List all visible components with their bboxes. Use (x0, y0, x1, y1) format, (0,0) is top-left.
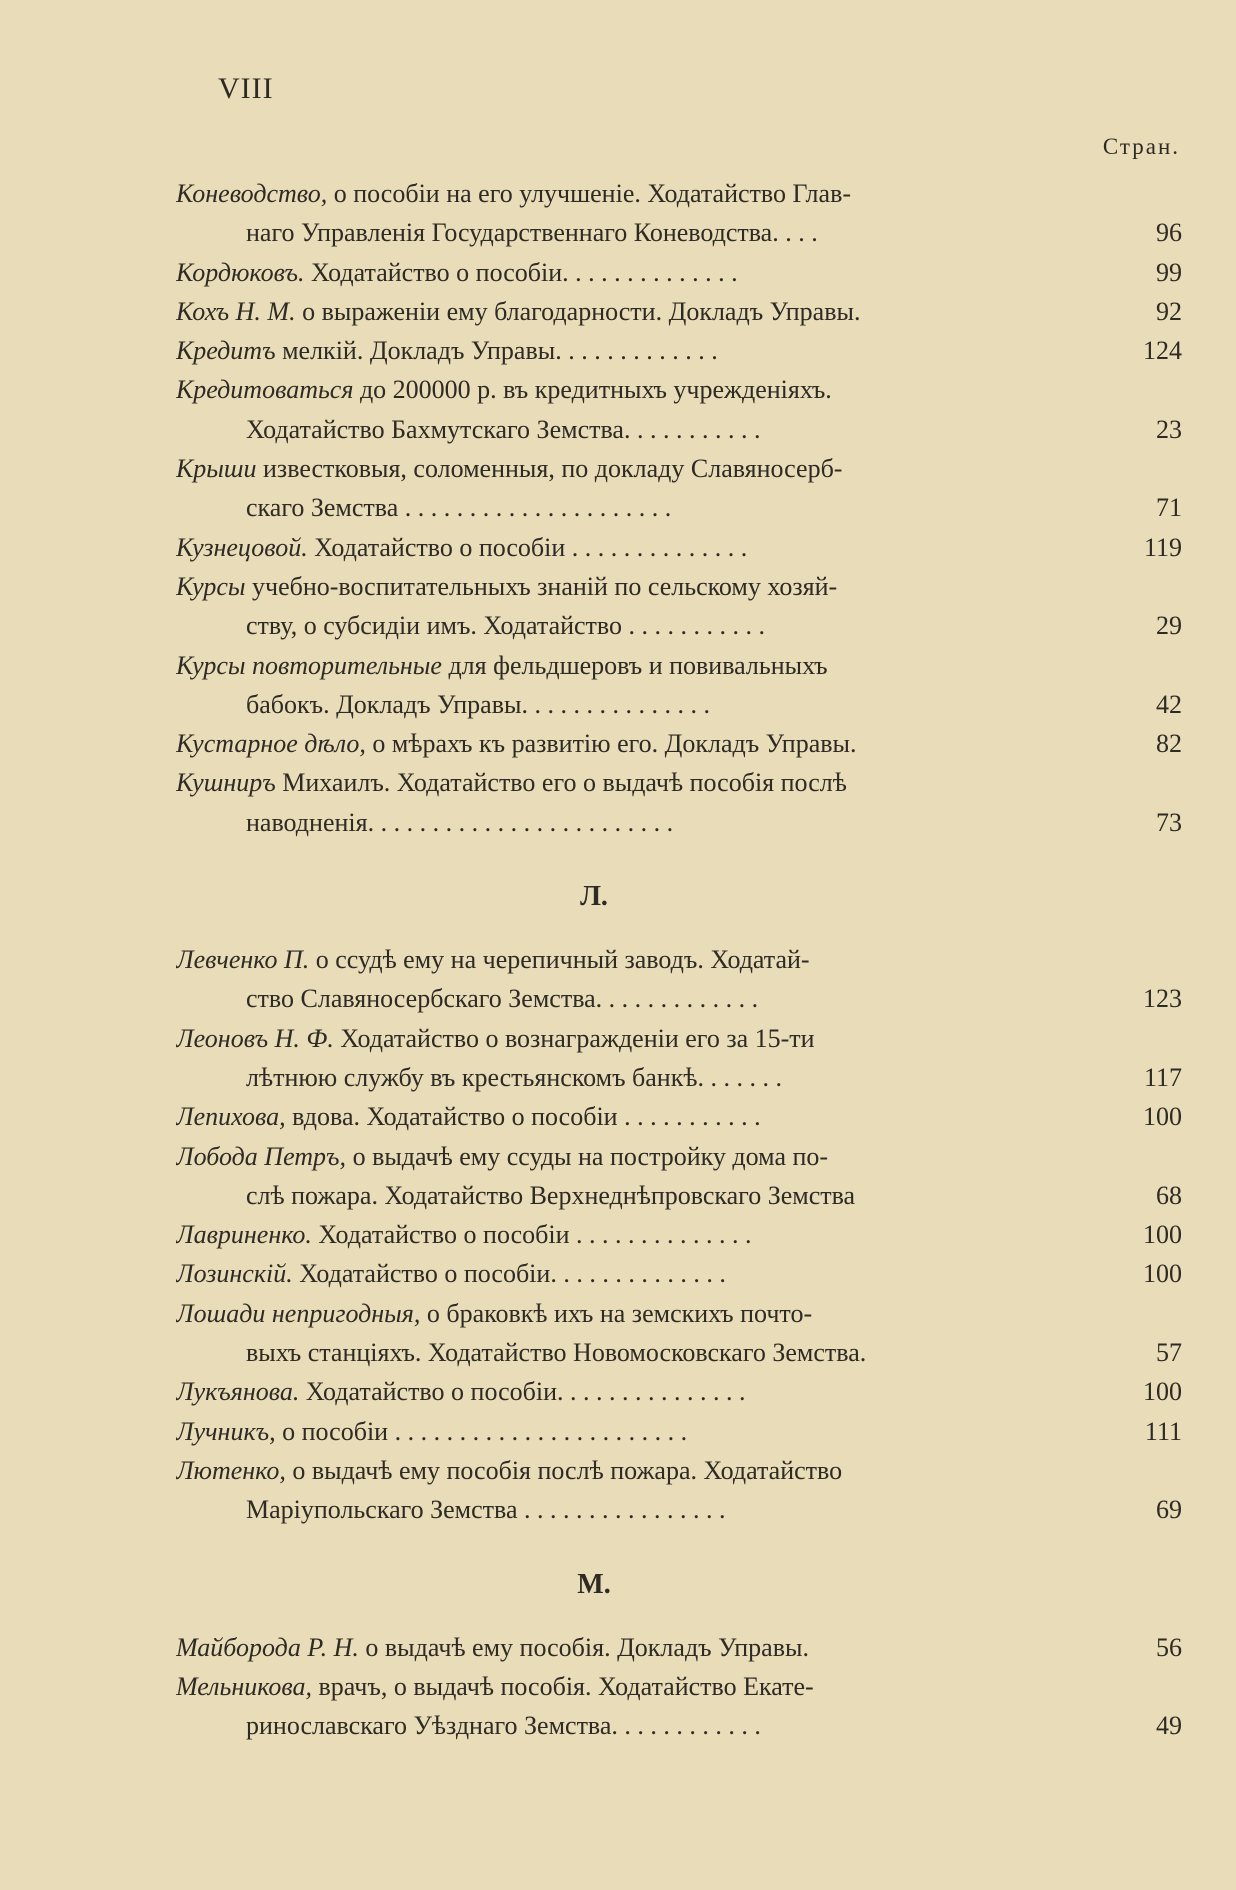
entry-description: Ходатайство о пособіи. . . . . . . . . . . . . . (311, 257, 738, 287)
entry-page-number: 99 (1156, 257, 1182, 287)
index-entry (176, 528, 1182, 567)
entry-first-line (176, 1137, 1182, 1176)
entry-page-number: 69 (1156, 1495, 1182, 1525)
entry-continuation-line (176, 606, 1182, 645)
index-entry (176, 1294, 1182, 1373)
entry-first-line (176, 1372, 1182, 1411)
entry-description: Ходатайство о пособіи . . . . . . . . . . . . . . (318, 1220, 752, 1250)
entry-term: Мельникова, (176, 1671, 313, 1701)
entry-page-number: 111 (1144, 1416, 1182, 1446)
entry-continuation-line (176, 410, 1182, 449)
entry-line-text (176, 1294, 1052, 1333)
index-entry (176, 253, 1182, 292)
entry-line-text (176, 528, 1052, 567)
entry-first-line (176, 1019, 1182, 1058)
entry-page-number: 42 (1156, 689, 1182, 719)
entry-description: бабокъ. Докладъ Управы. . . . . . . . . . . . . . . (246, 689, 710, 719)
index-entry (176, 1628, 1182, 1667)
entry-description: ству, о субсидіи имъ. Ходатайство . . . . . . . . . . . (246, 611, 766, 641)
entry-description: наводненія. . . . . . . . . . . . . . . . . . . . . . . . (246, 807, 674, 837)
index-entry (176, 1412, 1182, 1451)
entry-description: о выдачѣ ему ссуды на постройку дома по- (352, 1141, 829, 1171)
entry-line-text (176, 1137, 1052, 1176)
page-number: VIII (218, 72, 274, 105)
entry-page-number: 73 (1156, 807, 1182, 837)
entry-continuation-line (176, 1333, 1182, 1372)
entry-first-line (176, 1628, 1182, 1667)
entry-description: о пособіи . . . . . . . . . . . . . . . . . . . . . . . (282, 1416, 688, 1446)
entry-page-number: 117 (1143, 1062, 1182, 1092)
entry-line-text (176, 1019, 1052, 1058)
entry-line-text (176, 763, 1052, 802)
index-entry (176, 1451, 1182, 1530)
entry-line-text (176, 1667, 1052, 1706)
entry-first-line (176, 370, 1182, 409)
entry-line-text (176, 174, 1052, 213)
entry-page-number: 68 (1156, 1180, 1182, 1210)
entry-line-text (246, 1058, 1052, 1097)
entry-first-line (176, 253, 1182, 292)
index-entry (176, 1097, 1182, 1136)
entry-line-text (176, 331, 1052, 370)
index-section (176, 174, 1182, 842)
entry-continuation-line (176, 803, 1182, 842)
entry-description: врачъ, о выдачѣ пособія. Ходатайство Екате- (318, 1671, 814, 1701)
index-entry (176, 370, 1182, 449)
entry-description: Маріупольскаго Земства . . . . . . . . . . . . . . . . (246, 1495, 726, 1525)
index-entry (176, 174, 1182, 253)
entry-line-text (176, 567, 1052, 606)
entry-page-number: 124 (1143, 336, 1182, 366)
entry-page-number: 96 (1156, 218, 1182, 248)
entry-description: скаго Земства . . . . . . . . . . . . . . . . . . . . . (246, 493, 672, 523)
index-entry (176, 449, 1182, 528)
entry-line-text (176, 370, 1052, 409)
entry-term: Кузнецовой. (176, 532, 308, 562)
index-entry (176, 1019, 1182, 1098)
entry-page-number: 57 (1156, 1338, 1182, 1368)
entry-first-line (176, 331, 1182, 370)
entry-term: Лошади непригодныя, (176, 1298, 421, 1328)
entry-description: о ссудѣ ему на черепичный заводъ. Ходатай- (315, 945, 810, 975)
entry-line-text (246, 410, 1052, 449)
entry-first-line (176, 567, 1182, 606)
entry-term: Майборода Р. Н. (176, 1632, 359, 1662)
entry-description: ринославскаго Уѣзднаго Земства. . . . . . . . . . . . (246, 1711, 761, 1741)
entry-term: Кустарное дѣло, (176, 729, 366, 759)
index-entry (176, 1372, 1182, 1411)
entry-line-text (176, 724, 1052, 763)
entry-line-text (246, 606, 1052, 645)
index-body (176, 174, 1182, 1745)
entry-continuation-line (176, 213, 1182, 252)
entry-description: ство Славяносербскаго Земства. . . . . . . . . . . . . (246, 984, 759, 1014)
entry-first-line (176, 292, 1182, 331)
entry-line-text (246, 979, 1052, 1018)
entry-first-line (176, 449, 1182, 488)
entry-term: Лавриненко. (176, 1220, 312, 1250)
entry-first-line (176, 1294, 1182, 1333)
entry-term: Лозинскій. (176, 1259, 293, 1289)
entry-continuation-line (176, 1706, 1182, 1745)
index-entry (176, 1215, 1182, 1254)
entry-term: Крыши (176, 454, 257, 484)
entry-description: Ходатайство о пособіи. . . . . . . . . . . . . . (299, 1259, 726, 1289)
index-entry (176, 763, 1182, 842)
entry-line-text (246, 488, 1052, 527)
entry-line-text (246, 1490, 1052, 1529)
index-entry (176, 567, 1182, 646)
entry-description: о браковкѣ ихъ на земскихъ почто- (426, 1298, 813, 1328)
entry-term: Левченко П. (176, 945, 310, 975)
entry-term: Кредитоваться (176, 375, 354, 405)
entry-description: о выдачѣ ему пособія послѣ пожара. Ходатайство (292, 1455, 843, 1485)
index-entry (176, 331, 1182, 370)
entry-line-text (176, 1412, 1052, 1451)
entry-description: вдова. Ходатайство о пособіи . . . . . . . . . . . (292, 1102, 761, 1132)
entry-description: до 200000 р. въ кредитныхъ учрежденіяхъ. (359, 375, 832, 405)
entry-description: выхъ станціяхъ. Ходатайство Новомосковскаго Земства. (246, 1338, 867, 1368)
index-entry (176, 1667, 1182, 1746)
entry-continuation-line (176, 979, 1182, 1018)
section-letter-heading: М. (577, 1568, 611, 1600)
entry-page-number: 23 (1156, 414, 1182, 444)
entry-term: Леоновъ Н. Ф. (176, 1023, 334, 1053)
entry-page-number: 100 (1143, 1377, 1182, 1407)
entry-first-line (176, 528, 1182, 567)
entry-description: учебно-воспитательныхъ знаній по сельскому хозяй- (252, 571, 838, 601)
entry-first-line (176, 1412, 1182, 1451)
entry-line-text (176, 449, 1052, 488)
entry-continuation-line (176, 488, 1182, 527)
entry-continuation-line (176, 1058, 1182, 1097)
entry-first-line (176, 1451, 1182, 1490)
entry-continuation-line (176, 1490, 1182, 1529)
entry-description: Ходатайство о пособіи . . . . . . . . . . . . . . (314, 532, 748, 562)
entry-line-text (176, 940, 1052, 979)
entry-term: Кредитъ (176, 336, 276, 366)
entry-line-text (176, 1628, 1052, 1667)
entry-page-number: 56 (1156, 1632, 1182, 1662)
entry-term: Лютенко, (176, 1455, 286, 1485)
entry-continuation-line (176, 1176, 1182, 1215)
entry-term: Курсы (176, 571, 246, 601)
entry-line-text (246, 685, 1052, 724)
entry-line-text (176, 1372, 1052, 1411)
entry-page-number: 49 (1156, 1711, 1182, 1741)
entry-continuation-line (176, 685, 1182, 724)
entry-page-number: 123 (1143, 984, 1182, 1014)
entry-description: Ходатайство Бахмутскаго Земства. . . . . . . . . . . (246, 414, 761, 444)
entry-line-text (176, 1215, 1052, 1254)
entry-description: Ходатайство о пособіи. . . . . . . . . . . . . . . (305, 1377, 746, 1407)
entry-term: Кушниръ (176, 768, 276, 798)
entry-page-number: 119 (1143, 532, 1182, 562)
index-entry (176, 646, 1182, 725)
entry-description: о пособіи на его улучшеніе. Ходатайство Глав- (333, 179, 852, 208)
entry-description: мелкій. Докладъ Управы. . . . . . . . . . . . . (282, 336, 718, 366)
entry-description: о выраженіи ему благодарности. Докладъ Управы. (302, 296, 861, 326)
section-letter-heading: Л. (580, 881, 608, 913)
index-entry (176, 724, 1182, 763)
entry-page-number: 100 (1143, 1220, 1182, 1250)
entry-first-line (176, 940, 1182, 979)
entry-page-number: 29 (1156, 611, 1182, 641)
entry-line-text (176, 292, 1052, 331)
entry-first-line (176, 1215, 1182, 1254)
entry-description: слѣ пожара. Ходатайство Верхнеднѣпровскаго Земства (246, 1180, 856, 1210)
entry-line-text (176, 646, 1052, 685)
entry-first-line (176, 1254, 1182, 1293)
entry-line-text (176, 1254, 1052, 1293)
entry-term: Кордюковъ. (176, 257, 305, 287)
entry-description: лѣтнюю службу въ крестьянскомъ банкѣ. . . . . . . (246, 1062, 782, 1092)
entry-term: Лучникъ, (176, 1416, 276, 1446)
entry-description: наго Управленія Государственнаго Коневодства. . . . (246, 218, 818, 248)
index-section (176, 1548, 1182, 1746)
entry-term: Лепихова, (176, 1102, 286, 1132)
entry-description: Ходатайство о вознагражденіи его за 15-ти (340, 1023, 815, 1053)
entry-line-text (176, 1097, 1052, 1136)
entry-description: для фельдшеровъ и повивальныхъ (448, 650, 828, 680)
entry-line-text (246, 213, 1052, 252)
entry-line-text (176, 1451, 1052, 1490)
index-entry (176, 940, 1182, 1019)
entry-description: о выдачѣ ему пособія. Докладъ Управы. (365, 1632, 809, 1662)
page-column-header: Стран. (1102, 134, 1180, 159)
entry-term: Лукъянова. (176, 1377, 300, 1407)
entry-first-line (176, 724, 1182, 763)
entry-line-text (246, 1333, 1052, 1372)
entry-term: Коневодство, (176, 179, 328, 208)
entry-first-line (176, 763, 1182, 802)
entry-page-number: 100 (1143, 1102, 1182, 1132)
entry-term: Курсы повторительные (176, 650, 442, 680)
index-entry (176, 1137, 1182, 1216)
entry-description: о мѣрахъ къ развитію его. Докладъ Управы. (372, 729, 857, 759)
entry-first-line (176, 1097, 1182, 1136)
entry-line-text (246, 1706, 1052, 1745)
entry-line-text (176, 253, 1052, 292)
entry-first-line (176, 174, 1182, 213)
entry-line-text (246, 803, 1052, 842)
entry-description: Михаилъ. Ходатайство его о выдачѣ пособія послѣ (282, 768, 847, 798)
entry-page-number: 92 (1156, 296, 1182, 326)
index-entry (176, 292, 1182, 331)
entry-first-line (176, 1667, 1182, 1706)
entry-first-line (176, 646, 1182, 685)
entry-description: известковыя, соломенныя, по докладу Славяносерб- (263, 454, 843, 484)
index-entry (176, 1254, 1182, 1293)
entry-term: Кохъ Н. М. (176, 296, 296, 326)
entry-term: Лобода Петръ, (176, 1141, 347, 1171)
entry-line-text (246, 1176, 1052, 1215)
index-section (176, 860, 1182, 1529)
entry-page-number: 71 (1156, 493, 1182, 523)
entry-page-number: 100 (1143, 1259, 1182, 1289)
entry-page-number: 82 (1156, 729, 1182, 759)
